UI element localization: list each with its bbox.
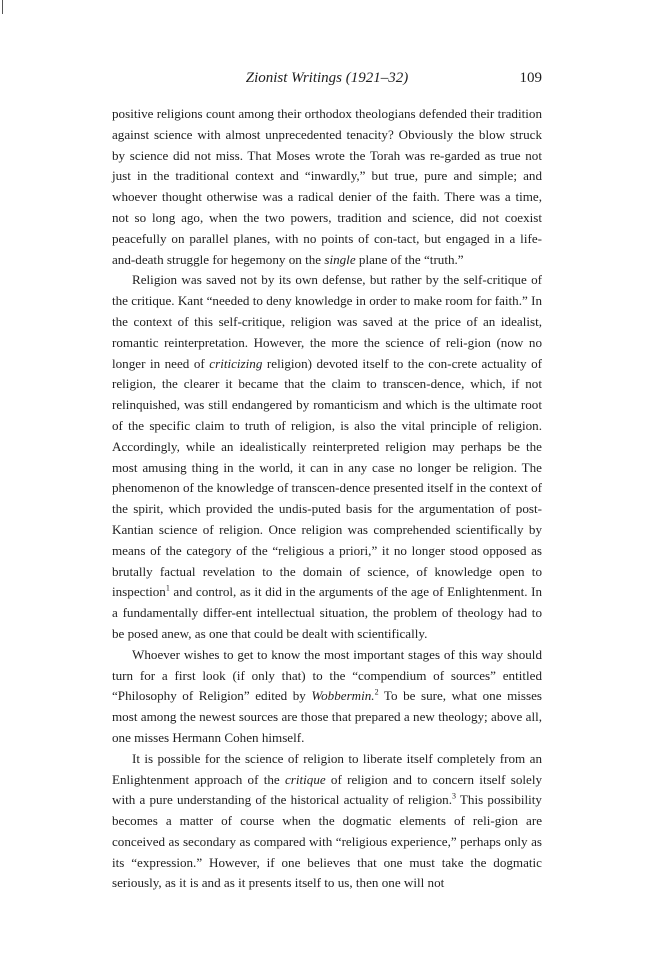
text-run: positive religions count among their orthodox theologians defended their tradition against science with almost unprecedented tenacity? Obviously the blow struck by science did not miss. That Moses wrote the Torah was re-garded as true not just in the traditional context and “inwardly,” but true, pure and simple; and whoever thought otherwise was a radical denier of the faith. There was a time, not so long ago, when the two powers, tradition and science, did not coexist peacefully on parallel planes, with no points of con-tact, but engaged in a life-and-death struggle for hegemony on the bbox=[112, 106, 542, 267]
text-run: To be sure, what one misses most among the newest sources are those that prepared a new theology; above all, one misses Hermann Cohen himself. bbox=[112, 688, 542, 745]
text-run: Religion was saved not by its own defense, but rather by the self-critique of the critique. Kant “needed to deny knowledge in order to make room for faith.” In the context of this self-critique, religion was saved at the price of an idealist, romantic reinterpretation. However, the more the science of reli-gion (now no longer in need of bbox=[112, 272, 542, 371]
text-run: plane of the “truth.” bbox=[355, 251, 464, 267]
paragraph bbox=[112, 749, 542, 895]
paragraph bbox=[112, 104, 542, 270]
paragraph bbox=[112, 645, 542, 749]
body-text bbox=[112, 104, 542, 894]
paragraph bbox=[112, 270, 542, 644]
text-run: Whoever wishes to get to know the most important stages of this way should turn for a first look (if only that) to the “compendium of sources” entitled “Philosophy of Religion” edited by bbox=[112, 646, 542, 704]
running-head: Zionist Writings (1921–32) bbox=[245, 70, 409, 86]
text-run: of religion and to concern itself solely with a pure understanding of the historical actuality of religion. bbox=[112, 771, 542, 808]
emphasis-text: Wobbermin. bbox=[311, 688, 375, 704]
footnote-marker: 2 bbox=[374, 687, 379, 697]
page-number: 109 bbox=[519, 70, 542, 86]
emphasis-text: single bbox=[324, 251, 356, 267]
footnote-marker: 3 bbox=[451, 791, 456, 801]
text-run: and control, as it did in the arguments of the age of Enlightenment. In a fundamentally differ-ent intellectual situation, the problem of theology had to be posed anew, as one that could be dealt with scientifically. bbox=[112, 584, 542, 641]
text-run: It is possible for the science of religion to liberate itself completely from an Enlightenment approach of the bbox=[112, 750, 542, 787]
page-header bbox=[112, 70, 542, 92]
page-edge-mark bbox=[2, 0, 3, 14]
footnote-marker: 1 bbox=[165, 583, 170, 593]
text-run: religion) devoted itself to the con-crete actuality of religion, the clearer it became that the claim to transcen-dence, which, if not relinquished, was still endangered by romanticism and which is the ultimate root of the specific claim to truth of religion, is also the vital principle of religion. Accordingly, while an idealistically reinterpreted religion may perhaps be the most amusing thing in the world, it can in any case no longer be religion. The phenomenon of the knowledge of transcen-dence presented itself in the context of the spirit, which provided the undis-puted basis for the argumentation of post-Kantian science of religion. Once religion was comprehended scientifically by means of the category of the “religious a priori,” it no longer stood opposed as brutally factual revelation to the domain of science, of knowledge open to inspection bbox=[112, 355, 542, 600]
emphasis-text: critique bbox=[284, 771, 326, 787]
text-run: This possibility becomes a matter of course when the dogmatic elements of reli-gion are conceived as secondary as compared with “religious experience,” perhaps only as its “expression.” However, if one believes that one must take the dogmatic seriously, as it is and as it presents itself to us, then one will not bbox=[112, 792, 542, 891]
emphasis-text: criticizing bbox=[209, 355, 263, 371]
